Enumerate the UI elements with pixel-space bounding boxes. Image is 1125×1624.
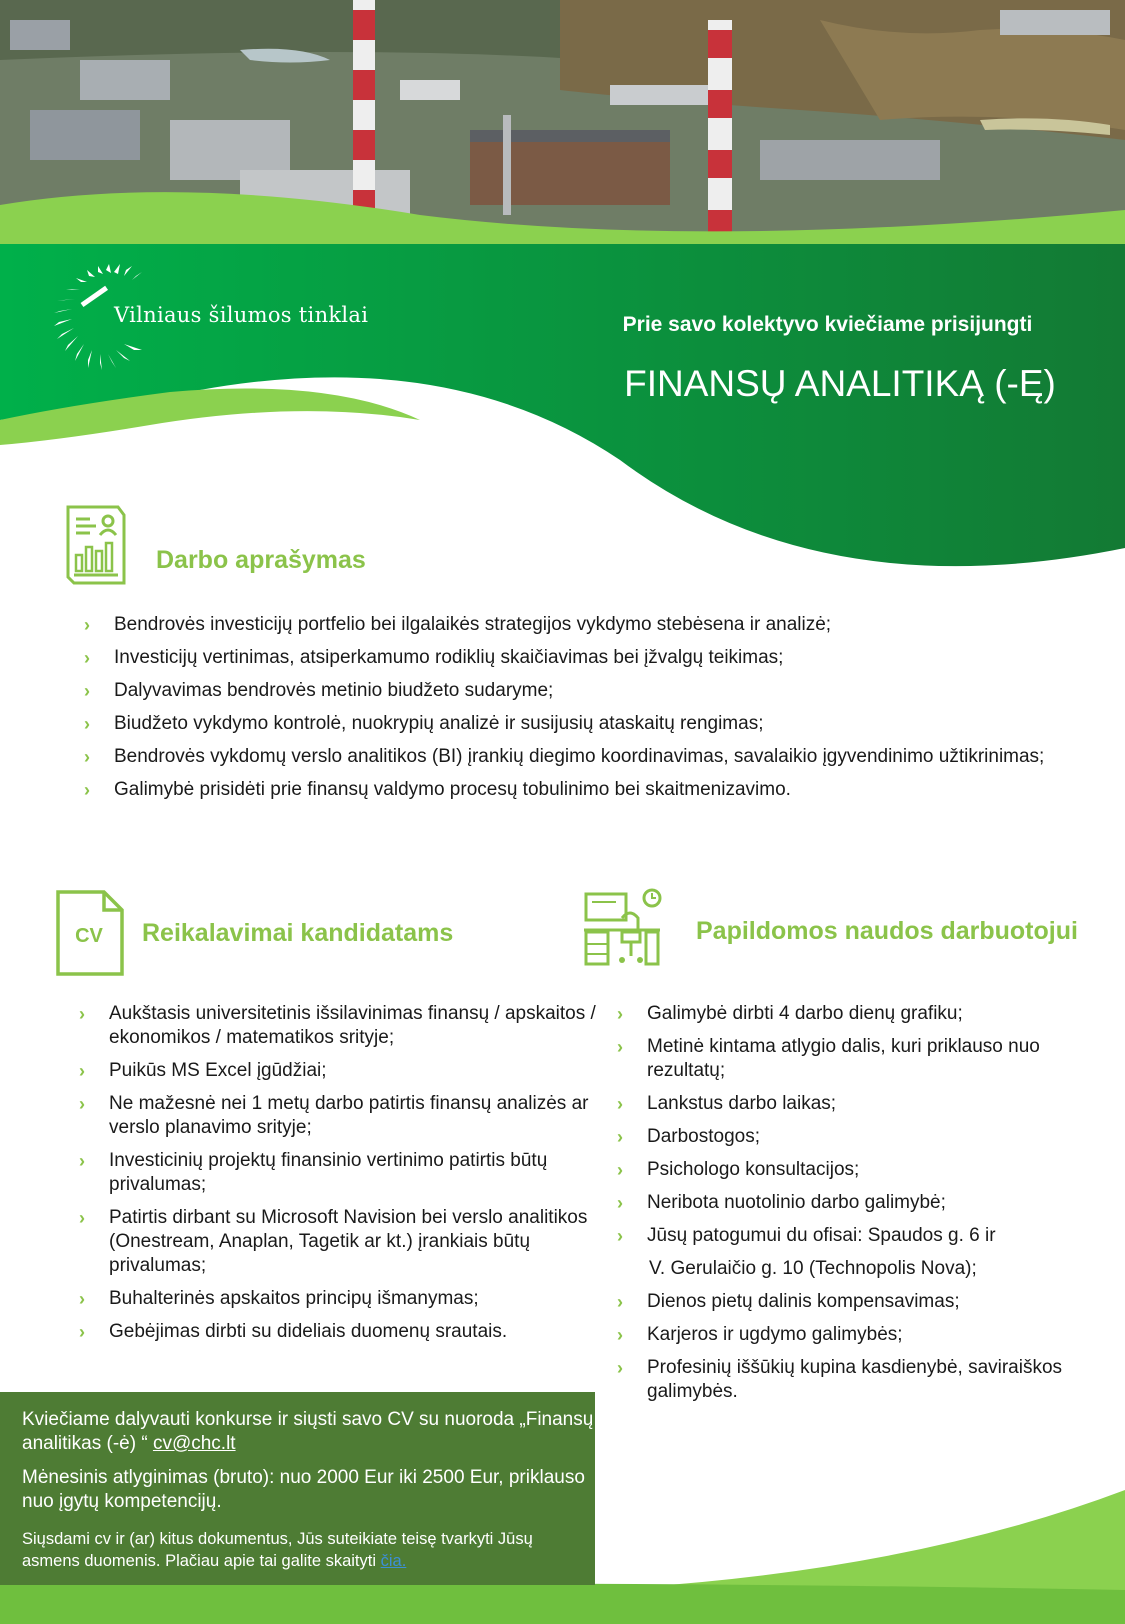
list-item: › Dalyvavimas bendrovės metinio biudžeto sudaryme; (84, 680, 554, 701)
list-item: › Karjeros ir ugdymo galimybės; (617, 1324, 903, 1345)
list-item: › Galimybė prisidėti prie finansų valdymo procesų tobulinimo bei skaitmenizavimo. (84, 779, 791, 800)
list-item: › Bendrovės vykdomų verslo analitikos (BI) įrankių diegimo koordinavimas, savalaikio įgyvendinimo užtikrinimas; (84, 746, 1045, 767)
list-item: V. Gerulaičio g. 10 (Technopolis Nova); (649, 1258, 977, 1279)
salary-text: Mėnesinis atlyginimas (bruto): nuo 2000 Eur iki 2500 Eur, priklauso nuo įgytų kompetencijų. (22, 1467, 585, 1512)
bullet-chevron-icon: › (79, 1094, 85, 1114)
requirements-title: Reikalavimai kandidatams (142, 919, 454, 947)
cv-label: CV (75, 925, 103, 947)
description-title: Darbo aprašymas (156, 546, 366, 574)
description-list (84, 613, 1084, 811)
bullet-chevron-icon: › (617, 1160, 623, 1180)
list-item: › Investicinių projektų finansinio vertinimo patirtis būtų privalumas; (79, 1150, 548, 1195)
bullet-chevron-icon: › (79, 1151, 85, 1171)
bullet-chevron-icon: › (84, 747, 90, 767)
email-link[interactable]: cv@chc.lt (152, 1433, 236, 1454)
bullet-chevron-icon: › (79, 1061, 85, 1081)
list-item: › Patirtis dirbant su Microsoft Navision bei verslo analitikos (Onestream, Anaplan, Tagetik ar kt.) įrankiais būtų privalumas; (79, 1207, 588, 1276)
list-item: › Galimybė dirbti 4 darbo dienų grafiku; (617, 1003, 963, 1024)
list-item: › Aukštasis universitetinis išsilavinimas finansų / apskaitos / ekonomikos / matematikos srityje; (79, 1003, 596, 1048)
bullet-chevron-icon: › (617, 1127, 623, 1147)
list-item: › Gebėjimas dirbti su dideliais duomenų srautais. (79, 1321, 508, 1342)
bullet-chevron-icon: › (617, 1358, 623, 1378)
list-item: › Biudžeto vykdymo kontrolė, nuokrypių analizė ir susijusių ataskaitų rengimas; (84, 713, 764, 734)
bullet-chevron-icon: › (617, 1193, 623, 1213)
list-item: › Lankstus darbo laikas; (617, 1093, 837, 1114)
bullet-chevron-icon: › (84, 714, 90, 734)
requirements-list (79, 1002, 599, 1353)
list-item: › Jūsų patogumui du ofisai: Spaudos g. 6 ir (617, 1225, 996, 1246)
bullet-chevron-icon: › (617, 1226, 623, 1246)
bullet-chevron-icon: › (79, 1322, 85, 1342)
list-item: › Psichologo konsultacijos; (617, 1159, 860, 1180)
bullet-chevron-icon: › (79, 1004, 85, 1024)
list-item: › Metinė kintama atlygio dalis, kuri priklauso nuo rezultatų; (617, 1036, 1040, 1081)
list-item: › Profesinių iššūkių kupina kasdienybė, saviraiškos galimybės. (617, 1357, 1063, 1402)
list-item: › Investicijų vertinimas, atsiperkamumo rodiklių skaičiavimas bei įžvalgų teikimas; (84, 647, 784, 668)
application-text: Kviečiame dalyvauti konkurse ir siųsti savo CV su nuoroda „Finansų analitikas (-ė) “ cv@chc.lt (22, 1409, 594, 1454)
cv-document-icon (56, 890, 124, 976)
bullet-chevron-icon: › (617, 1292, 623, 1312)
list-item: › Bendrovės investicijų portfelio bei ilgalaikės strategijos vykdymo stebėsena ir analizė; (84, 614, 832, 635)
privacy-link[interactable]: čia. (380, 1552, 407, 1570)
bullet-chevron-icon: › (79, 1289, 85, 1309)
contact-box (0, 1392, 595, 1585)
list-item: › Dienos pietų dalinis kompensavimas; (617, 1291, 960, 1312)
invite-heading: Prie savo kolektyvo kviečiame prisijungti (622, 313, 1033, 336)
company-name: Vilniaus šilumos tinklai (114, 303, 369, 327)
report-icon (66, 505, 126, 585)
workdesk-icon (582, 888, 662, 968)
bullet-chevron-icon: › (84, 780, 90, 800)
list-item: › Darbostogos; (617, 1126, 761, 1147)
list-item: › Neribota nuotolinio darbo galimybė; (617, 1192, 946, 1213)
benefits-title: Papildomos naudos darbuotojui (696, 917, 1078, 945)
bullet-chevron-icon: › (617, 1094, 623, 1114)
benefits-list (617, 1002, 1107, 1413)
position-title: FINANSŲ ANALITIKĄ (-Ę) (624, 363, 1056, 404)
list-item: › Buhalterinės apskaitos principų išmanymas; (79, 1288, 479, 1309)
bullet-chevron-icon: › (617, 1037, 623, 1057)
bullet-chevron-icon: › (84, 681, 90, 701)
bullet-chevron-icon: › (84, 648, 90, 668)
bullet-chevron-icon: › (84, 615, 90, 635)
bullet-chevron-icon: › (617, 1004, 623, 1024)
list-item: › Ne mažesnė nei 1 metų darbo patirtis finansų analizės ar verslo planavimo srityje; (79, 1093, 589, 1138)
list-item: › Puikūs MS Excel įgūdžiai; (79, 1060, 327, 1081)
privacy-text: Siųsdami cv ir (ar) kitus dokumentus, Jūs suteikiate teisę tvarkyti Jūsų asmens duomenis. Plačiau apie tai galite skaityti čia. (22, 1530, 533, 1570)
bullet-chevron-icon: › (79, 1208, 85, 1228)
bullet-chevron-icon: › (617, 1325, 623, 1345)
